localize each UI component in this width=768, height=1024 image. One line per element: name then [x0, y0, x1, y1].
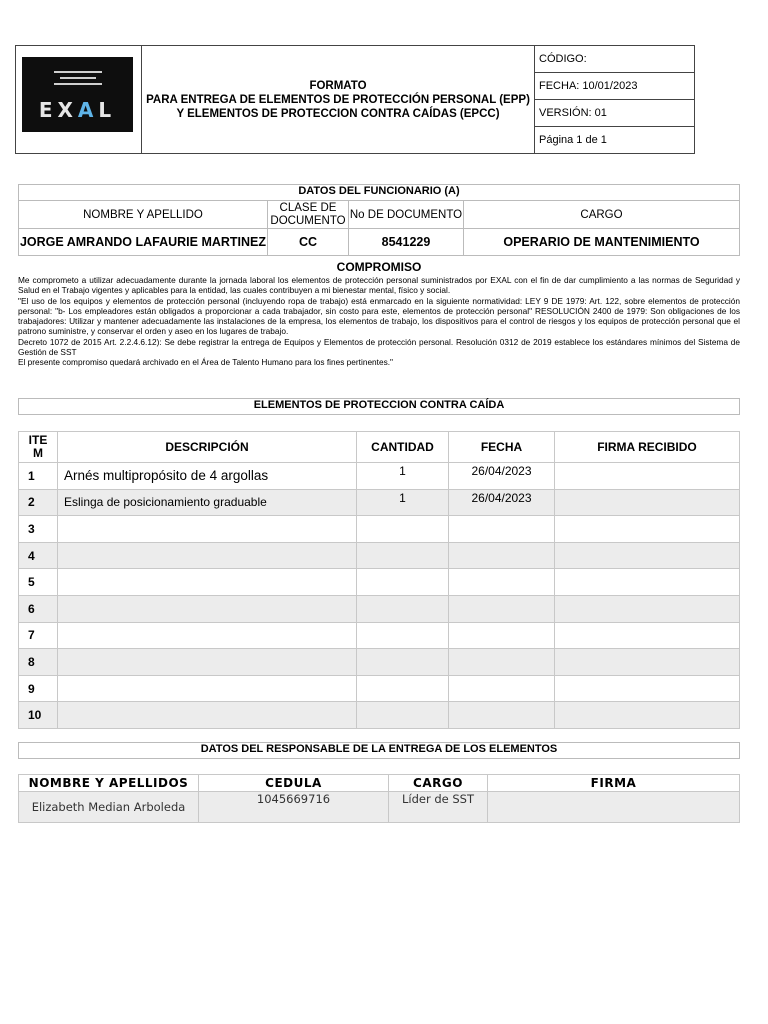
item-descripcion	[58, 595, 357, 622]
table-row	[19, 595, 740, 622]
table-row	[19, 489, 740, 516]
item-descripcion: Arnés multipropósito de 4 argollas	[58, 463, 357, 490]
item-number: 9	[19, 675, 58, 702]
col-firma: FIRMA	[488, 775, 740, 792]
funcionario-nombre: JORGE AMRANDO LAFAURIE MARTINEZ	[19, 229, 268, 256]
item-number: 5	[19, 569, 58, 596]
item-cantidad	[357, 649, 449, 676]
item-number: 2	[19, 489, 58, 516]
table-row	[19, 675, 740, 702]
elementos-section-title: ELEMENTOS DE PROTECCION CONTRA CAÍDA	[18, 398, 740, 415]
document-header	[15, 45, 695, 154]
col-numero-documento: No DE DOCUMENTO	[349, 201, 464, 229]
table-row	[19, 702, 740, 729]
item-firma	[555, 463, 740, 490]
item-fecha	[449, 595, 555, 622]
exal-logo	[22, 57, 133, 132]
item-cantidad: 1	[357, 463, 449, 490]
responsable-section-title: DATOS DEL RESPONSABLE DE LA ENTREGA DE LOS ELEMENTOS	[18, 742, 740, 759]
item-cantidad	[357, 675, 449, 702]
col-clase-documento: CLASE DE DOCUMENTO	[268, 201, 349, 229]
col-cantidad: CANTIDAD	[357, 432, 449, 463]
funcionario-numero: 8541229	[349, 229, 464, 256]
item-descripcion	[58, 542, 357, 569]
elementos-table	[18, 431, 740, 729]
item-firma	[555, 622, 740, 649]
compromiso-paragraph: "El uso de los equipos y elementos de protección personal (incluyendo ropa de trabajo) está enmarcado en la siguiente normatividad: LEY 9 DE 1979: Art. 122, sobre elementos de protección personal: "b- Los empleadores están obligados a proporcionar a cada trabajador, sin costo para este, elementos de protección personal" RESOLUCIÓN 2400 de 1979: Son obligaciones de los trabajadores: Utilizar y mantener adecuadamente las instalaciones de la empresa, los elementos de trabajo, los dispositivos para el control de riesgos y los equipos de protección personal que el patrono suministre, y conservar el orden y aseo en los lugares de trabajo.	[18, 295, 740, 337]
responsable-nombre: Elizabeth Median Arboleda	[19, 792, 199, 823]
compromiso-paragraph: Me comprometo a utilizar adecuadamente durante la jornada laboral los elementos de protección personal suministrados por EXAL con el fin de dar cumplimiento a las normas de Seguridad y Salud en el Trabajo vigentes y aplicables para la entidad, las cuales contribuyen a mi bienestar mental, físico y social.	[18, 275, 740, 296]
item-cantidad	[357, 622, 449, 649]
item-number: 6	[19, 595, 58, 622]
document-title: FORMATO PARA ENTREGA DE ELEMENTOS DE PROTECCIÓN PERSONAL (EPP) Y ELEMENTOS DE PROTECCION CONTRA CAÍDAS (EPCC)	[142, 46, 535, 154]
item-fecha	[449, 569, 555, 596]
responsable-cargo: Líder de SST	[389, 792, 488, 823]
col-fecha: FECHA	[449, 432, 555, 463]
logo-text: EXAL	[38, 98, 117, 122]
version-field: VERSIÓN: 01	[535, 100, 695, 127]
table-row	[19, 649, 740, 676]
col-cargo: CARGO	[464, 201, 740, 229]
funcionario-section-title: DATOS DEL FUNCIONARIO (A)	[18, 184, 740, 201]
col-cedula: CEDULA	[199, 775, 389, 792]
item-number: 1	[19, 463, 58, 490]
item-cantidad	[357, 542, 449, 569]
item-fecha	[449, 516, 555, 543]
funcionario-table	[18, 200, 740, 256]
responsable-table	[18, 774, 740, 823]
col-descripcion: DESCRIPCIÓN	[58, 432, 357, 463]
item-descripcion: Eslinga de posicionamiento graduable	[58, 489, 357, 516]
item-fecha	[449, 649, 555, 676]
item-firma	[555, 569, 740, 596]
item-descripcion	[58, 516, 357, 543]
item-firma	[555, 675, 740, 702]
item-number: 4	[19, 542, 58, 569]
item-number: 3	[19, 516, 58, 543]
table-row	[19, 463, 740, 490]
item-fecha	[449, 542, 555, 569]
item-number: 10	[19, 702, 58, 729]
item-firma	[555, 595, 740, 622]
logo-mark-icon	[54, 71, 102, 89]
table-row	[19, 516, 740, 543]
item-cantidad: 1	[357, 489, 449, 516]
item-descripcion	[58, 649, 357, 676]
item-firma	[555, 649, 740, 676]
item-descripcion	[58, 675, 357, 702]
funcionario-cargo: OPERARIO DE MANTENIMIENTO	[464, 229, 740, 256]
item-firma	[555, 516, 740, 543]
item-fecha	[449, 702, 555, 729]
item-cantidad	[357, 595, 449, 622]
col-item: ITE M	[19, 432, 58, 463]
col-nombre-apellidos: NOMBRE Y APELLIDOS	[19, 775, 199, 792]
compromiso-title: COMPROMISO	[336, 260, 422, 274]
compromiso-paragraph: Decreto 1072 de 2015 Art. 2.2.4.6.12): Se debe registrar la entrega de Equipos y Elementos de protección personal. Resolución 0312 de 2019 establece los estándares mínimos del Sistema de Gestión de SST	[18, 336, 740, 358]
responsable-firma	[488, 792, 740, 823]
codigo-field: CÓDIGO:	[535, 46, 695, 73]
fecha-field: FECHA: 10/01/2023	[535, 73, 695, 100]
item-firma	[555, 702, 740, 729]
col-nombre: NOMBRE Y APELLIDO	[19, 201, 268, 229]
item-descripcion	[58, 569, 357, 596]
table-row	[19, 569, 740, 596]
item-cantidad	[357, 569, 449, 596]
pagina-field: Página 1 de 1	[535, 127, 695, 154]
table-row	[19, 622, 740, 649]
compromiso-text	[18, 275, 740, 368]
table-row	[19, 542, 740, 569]
funcionario-clase: CC	[268, 229, 349, 256]
item-firma	[555, 489, 740, 516]
item-descripcion	[58, 702, 357, 729]
item-cantidad	[357, 516, 449, 543]
item-cantidad	[357, 702, 449, 729]
col-cargo-responsable: CARGO	[389, 775, 488, 792]
item-fecha: 26/04/2023	[449, 489, 555, 516]
responsable-cedula: 1045669716	[199, 792, 389, 823]
item-number: 7	[19, 622, 58, 649]
item-fecha	[449, 622, 555, 649]
logo-cell	[16, 46, 142, 154]
col-firma-recibido: FIRMA RECIBIDO	[555, 432, 740, 463]
item-firma	[555, 542, 740, 569]
item-fecha: 26/04/2023	[449, 463, 555, 490]
item-number: 8	[19, 649, 58, 676]
item-descripcion	[58, 622, 357, 649]
compromiso-paragraph: El presente compromiso quedará archivado en el Área de Talento Humano para los fines pertinentes."	[18, 357, 393, 368]
item-fecha	[449, 675, 555, 702]
